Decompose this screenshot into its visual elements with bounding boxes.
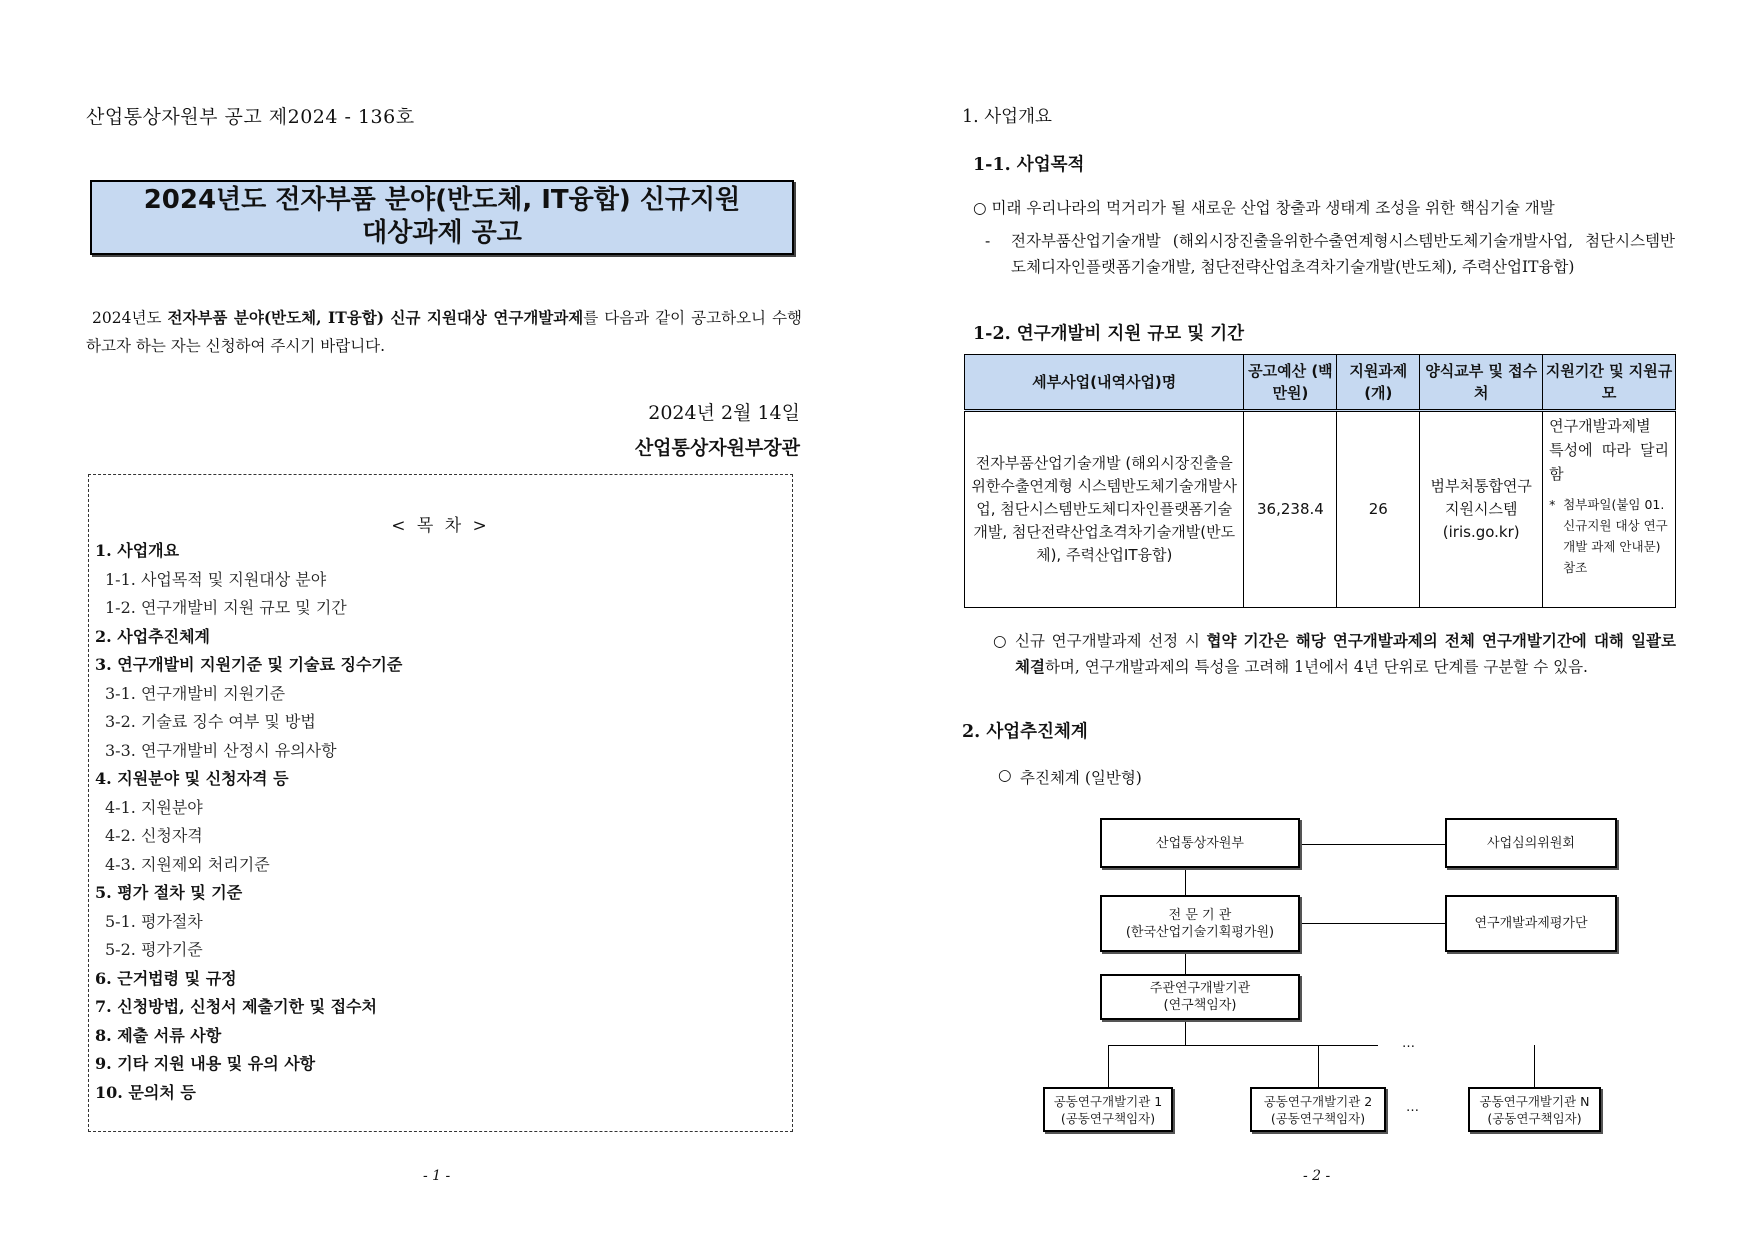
connector-agency-lead: [1185, 952, 1186, 974]
intro-text-pre: 2024년도: [92, 309, 168, 327]
cell-budget: 36,238.4: [1244, 411, 1337, 608]
system-label-text: 추진체계 (일반형): [1020, 769, 1142, 787]
purpose-bullet-mark: ○: [973, 199, 987, 217]
purpose-text: 미래 우리나라의 먹거리가 될 새로운 산업 창출과 생태계 조성을 위한 핵심기술 개발: [991, 199, 1555, 217]
table-of-contents: [88, 474, 793, 1132]
intro-text-post: 를 다음과 같이 공고하오니 수행하고자 하는 자는 신청하여 주시기 바랍니다.: [86, 309, 803, 355]
period-text: 연구개발과제별 특성에 따라 달리함: [1549, 417, 1669, 483]
toc-list: [95, 537, 402, 1107]
node-ministry: [1100, 818, 1300, 868]
connector-bus-coN: [1534, 1045, 1535, 1087]
section-1-2-heading: 1-2. 연구개발비 지원 규모 및 기간: [973, 324, 1245, 344]
cell-office: 범부처통합연구지원시스템 (iris.go.kr): [1420, 411, 1543, 608]
cell-period: [1543, 411, 1676, 608]
node-agency-line1: 전 문 기 관: [1168, 907, 1232, 923]
system-label: [998, 766, 1142, 788]
node-co2-line1: 공동연구개발기관 2: [1263, 1093, 1373, 1109]
toc-item: 10. 문의처 등: [95, 1082, 196, 1102]
header-period: 지원기간 및 지원규모: [1543, 355, 1676, 411]
node-ministry-label: 산업통상자원부: [1156, 835, 1244, 851]
contract-bullet-mark: ○: [993, 632, 1007, 650]
toc-item: 4-2. 신청자격: [105, 826, 203, 845]
node-lead-institution: [1100, 974, 1300, 1020]
toc-item: 1-1. 사업목적 및 지원대상 분야: [105, 569, 327, 589]
toc-item: 4-3. 지원제외 처리기준: [105, 854, 270, 874]
contract-note-text: [1015, 628, 1676, 680]
node-co2-line2: (공동연구책임자): [1270, 1110, 1366, 1126]
toc-item: 4-1. 지원분야: [105, 797, 203, 817]
contract-note: [993, 628, 1676, 680]
toc-item: 7. 신청방법, 신청서 제출기한 및 접수처: [95, 997, 377, 1016]
node-co1-line1: 공동연구개발기관 1: [1053, 1093, 1163, 1109]
toc-item: 3-1. 연구개발비 지원기준: [105, 683, 286, 703]
node-co-institution-2: [1250, 1087, 1386, 1132]
node-committee-label: 사업심의위원회: [1487, 835, 1575, 851]
toc-item: 6. 근거법령 및 규정: [95, 968, 237, 988]
section-2-heading: 2. 사업추진체계: [962, 722, 1088, 742]
header-count: 지원과제 (개): [1337, 355, 1420, 411]
toc-item: 4. 지원분야 및 신청자격 등: [95, 769, 289, 788]
toc-item: 5-2. 평가기준: [105, 940, 203, 959]
page-number-1: - 1 -: [423, 1168, 451, 1184]
node-eval-team: [1445, 895, 1617, 952]
connector-ministry-agency: [1185, 870, 1186, 895]
toc-item: 1-2. 연구개발비 지원 규모 및 기간: [105, 598, 347, 617]
node-agency: [1100, 895, 1300, 952]
budget-table-header-row: [965, 355, 1676, 411]
toc-item: 9. 기타 지원 내용 및 유의 사항: [95, 1054, 316, 1073]
purpose-bullet: [973, 196, 1673, 218]
contract-note-bold: 협약 기간은 해당 연구개발과제의 전체 연구개발기간에 대해 일괄로 체결: [1015, 631, 1676, 676]
connector-bus: [1108, 1045, 1378, 1046]
node-co-institution-n: [1468, 1087, 1601, 1132]
announcement-title-line2: 대상과제 공고: [362, 218, 522, 248]
announcement-title-box: [90, 180, 794, 255]
cell-program: 전자부품산업기술개발 (해외시장진출을위한수출연계형 시스템반도체기술개발사업, 첨단시스템반도체디자인플랫폼기술개발, 첨단전략산업초격차기술개발(반도체), 주력산업IT융합): [965, 411, 1244, 608]
toc-item: 3-3. 연구개발비 산정시 유의사항: [105, 740, 337, 760]
toc-item: 3. 연구개발비 지원기준 및 기술료 징수기준: [95, 655, 403, 674]
ellipsis-bottom: …: [1406, 1100, 1419, 1115]
cell-count: 26: [1337, 411, 1420, 608]
header-program: 세부사업(내역사업)명: [965, 355, 1244, 411]
table-row: [965, 411, 1676, 608]
notice-number: 산업통상자원부 공고 제2024 - 136호: [86, 106, 415, 128]
node-co-institution-1: [1043, 1087, 1173, 1132]
toc-item: 2. 사업추진체계: [95, 626, 211, 646]
page-number-2: - 2 -: [1303, 1168, 1331, 1184]
node-co1-line2: (공동연구책임자): [1060, 1110, 1156, 1126]
system-bullet-mark: ○: [998, 766, 1012, 784]
node-lead-line1: 주관연구개발기관: [1149, 981, 1251, 996]
node-agency-line2: (한국산업기술기획평가원): [1125, 924, 1275, 940]
dash-mark: -: [985, 232, 991, 250]
node-lead-line2: (연구책임자): [1163, 998, 1237, 1013]
period-note-star: *: [1549, 497, 1556, 512]
connector-ministry-committee: [1300, 844, 1445, 845]
period-note-text: 첨부파일(붙임 01. 신규지원 대상 연구개발 과제 안내문) 참조: [1563, 497, 1668, 575]
toc-title: < 목 차 >: [391, 516, 490, 536]
header-office: 양식교부 및 접수처: [1420, 355, 1543, 411]
announcement-title-line1: 2024년도 전자부품 분야(반도체, IT융합) 신규지원: [143, 185, 741, 215]
toc-item: 1. 사업개요: [95, 541, 180, 560]
announcement-date: 2024년 2월 14일: [648, 402, 800, 424]
connector-lead-bus: [1185, 1020, 1186, 1045]
period-note: [1549, 494, 1669, 578]
toc-item: 5. 평가 절차 및 기준: [95, 883, 243, 902]
toc-item: 5-1. 평가절차: [105, 911, 203, 931]
connector-agency-evalteam: [1300, 923, 1445, 924]
program-detail-text: 전자부품산업기술개발 (해외시장진출을위한수출연계형시스템반도체기술개발사업, 첨단시스템반도체디자인플랫폼기술개발, 첨단전략산업초격차기술개발(반도체), 주력산업IT융합): [1011, 232, 1675, 276]
node-coN-line2: (공동연구책임자): [1487, 1110, 1582, 1126]
ellipsis-top: …: [1402, 1036, 1415, 1051]
intro-text-bold: 전자부품 분야(반도체, IT융합) 신규 지원대상 연구개발과제: [167, 308, 584, 327]
node-coN-line1: 공동연구개발기관 N: [1479, 1093, 1590, 1109]
node-committee: [1445, 818, 1617, 868]
signer-name: 산업통상자원부장관: [634, 437, 800, 459]
section-1-1-heading: 1-1. 사업목적: [973, 155, 1085, 175]
connector-bus-co2: [1318, 1045, 1319, 1087]
contract-note-pre: 신규 연구개발과제 선정 시: [1015, 632, 1207, 650]
toc-item: 3-2. 기술료 징수 여부 및 방법: [105, 712, 316, 731]
connector-bus-co1: [1108, 1045, 1109, 1087]
header-budget: 공고예산 (백만원): [1244, 355, 1337, 411]
contract-note-post: 하며, 연구개발과제의 특성을 고려해 1년에서 4년 단위로 단계를 구분할 수 있음.: [1044, 658, 1588, 676]
intro-paragraph: [86, 304, 802, 360]
node-eval-team-label: 연구개발과제평가단: [1474, 916, 1588, 931]
budget-table: [964, 354, 1676, 608]
toc-item: 8. 제출 서류 사항: [95, 1025, 222, 1045]
program-detail-item: [985, 228, 1675, 280]
section-1-heading: 1. 사업개요: [962, 107, 1052, 127]
